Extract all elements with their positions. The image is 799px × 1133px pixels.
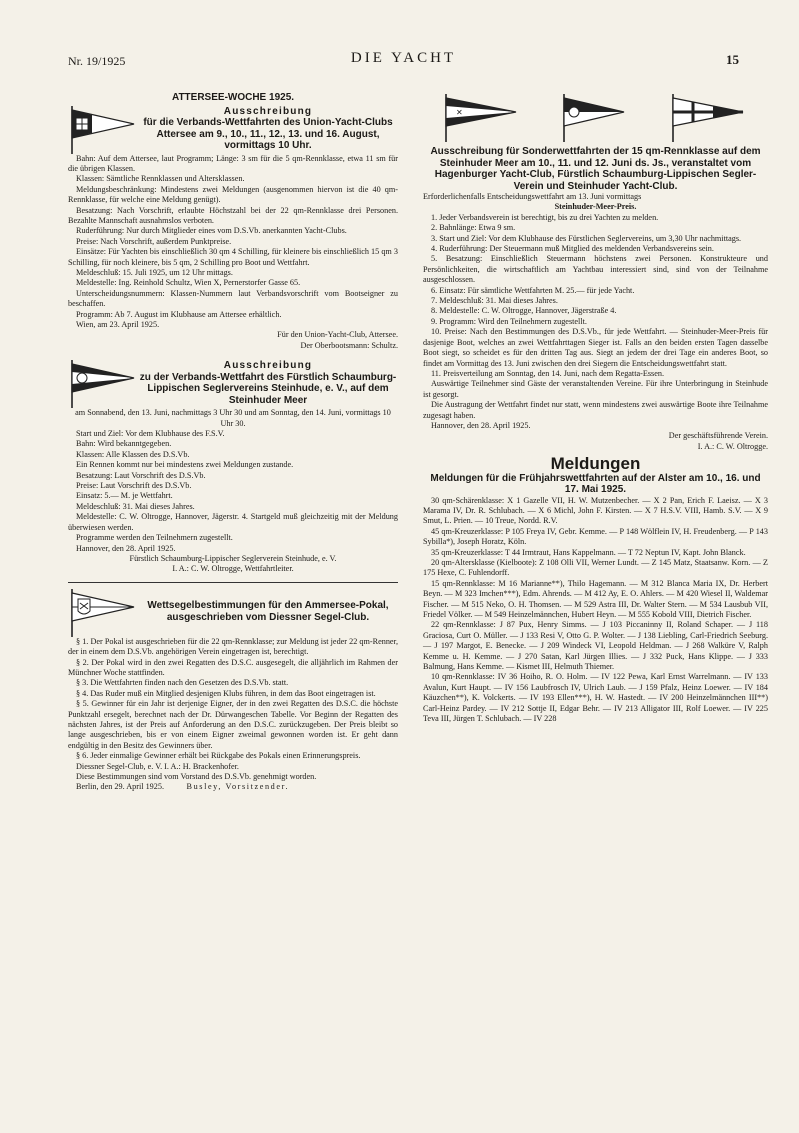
paragraph: 20 qm-Altersklasse (Kielboote): Z 108 Olli VII, Werner Lundt. — Z 145 Matz, Staatsanw. Korn. — Z 175 Hexe, C. Fuhlendorff.: [423, 558, 768, 578]
paragraph: § 1. Der Pokal ist ausgeschrieben für die 22 qm-Rennklasse; zur Meldung ist jeder 22 qm-Renner, der in einem dem D.S.Vb. angehörigen Verein eingetragen ist, berechtigt.: [68, 636, 398, 657]
paragraph: Klassen: Alle Klassen des D.S.Vb.: [76, 449, 190, 459]
paragraph: § 3. Die Wettfahrten finden nach den Gesetzen des D.S.Vb. statt.: [76, 678, 289, 688]
paragraph: 2. Bahnlänge: Etwa 9 sm.: [431, 223, 516, 233]
attersee-title: ATTERSEE-WOCHE 1925.: [171, 92, 295, 103]
paragraph: 4. Ruderführung: Der Steuermann muß Mitglied des meldenden Verbandsvereins sein.: [431, 244, 714, 254]
paragraph: Ein Rennen kommt nur bei mindestens zwei Meldungen zustande.: [76, 460, 294, 470]
paragraph: 1. Jeder Verbandsverein ist berechtigt, bis zu drei Yachten zu melden.: [431, 212, 659, 222]
paragraph: Programm: Ab 7. August im Klubhause am Attersee erhältlich.: [76, 309, 282, 319]
signature-line: I. A.: C. W. Oltrogge, Wettfahrtleiter.: [172, 564, 294, 574]
paragraph: 11. Preisverteilung am Sonntag, den 14. Juni, nach dem Regatta-Essen.: [431, 368, 664, 378]
magazine-title: DIE YACHT: [350, 50, 457, 66]
burgee-flag-icon: [442, 92, 522, 142]
paragraph: Ruderführung: Nur durch Mitglieder eines vom D.S.Vb. anerkannten Yacht-Clubs.: [76, 226, 347, 236]
date-line: Hannover, den 28. April 1925.: [431, 420, 531, 430]
paragraph: Besatzung: Laut Vorschrift des D.S.Vb.: [76, 470, 206, 480]
paragraph: Diese Bestimmungen sind vom Vorstand des D.S.Vb. genehmigt worden.: [76, 772, 317, 781]
issue-number: Nr. 19/1925: [68, 54, 126, 68]
signature-line: Der Oberbootsmann: Schultz.: [300, 340, 398, 350]
time-line: am Sonnabend, den 13. Juni, nachmittags 3 Uhr 30 und am Sonntag, den 14. Juni, vormittags 10 Uhr 30.: [75, 408, 391, 428]
burgee-flag-icon: [68, 358, 138, 408]
paragraph: 10. Preise: Nach den Bestimmungen des D.S.Vb., für jede Wettfahrt. — Steinhuder-Meer-Preis für dasjenige Boot, welches an zwei Wettfahrttagen Sieger ist. Falls an den beiden ersten Tagen dasselbe Boot siegt, so scheidet es für den dritten Tag aus. Siegt an jedem der drei Tage ein anderes Boot, so findet am Vormittag des 13. Juni zwischen den drei Siegern die Entscheidungswettfahrt statt.: [423, 327, 768, 368]
paragraph: 10 qm-Rennklasse: IV 36 Hoiho, R. O. Holm. — IV 122 Pewa, Karl Ernst Warrelmann. — IV 133 Avalun, Kurt Haupt. — IV 156 Laubfrosch IV, Ulrich Laub. — J 159 Pfalz, Heinz Loewer. — IV 184 Käuzchen**), K. Volckerts. — IV 193 Ellen***), H. W. Hastedt. — IV 200 Heinzelmännchen III**) Carl-Heinz Pardey. — IV 212 Sottje II, Edgar Behr. — IV 213 Alligator III, Rolf Loewer. — IV 225 Teva III, Jürgen T. Schlubach. — IV 228: [423, 672, 768, 724]
paragraph: Klassen: Sämtliche Rennklassen und Altersklassen.: [76, 174, 245, 184]
burgee-flag-icon: [560, 92, 630, 142]
paragraph: Programme werden den Teilnehmern zugestellt.: [76, 533, 233, 543]
paragraph: 3. Start und Ziel: Vor dem Klubhause des Fürstlichen Seglervereins, um 3,30 Uhr nachmittags.: [431, 233, 742, 243]
meldungen-section: [423, 454, 768, 724]
paragraph: Meldeschluß: 15. Juli 1925, um 12 Uhr mittags.: [76, 267, 233, 277]
paragraph: Meldestelle: C. W. Oltrogge, Hannover, Jägerstr. 4. Startgeld muß gleichzeitig mit der Meldung überwiesen werden.: [68, 512, 398, 532]
paragraph: Diessner Segel-Club, e. V. I. A.: H. Brackenhofer.: [76, 761, 239, 771]
attersee-body: [68, 154, 398, 352]
steinhude-subtitle: Ausschreibung: [223, 360, 313, 372]
meldungen-heading: Meldungen für die Frühjahrswettfahrten auf der Alster am 10., 16. und 17. Mai 1925.: [430, 472, 761, 496]
signature-line: Für den Union-Yacht-Club, Attersee.: [277, 330, 398, 340]
right-column: [423, 92, 768, 732]
paragraph: Preise: Nach Vorschrift, außerdem Punktpreise.: [76, 236, 232, 246]
paragraph: Start und Ziel: Vor dem Klubhause des F.S.V.: [76, 429, 225, 439]
signature-line: I. A.: C. W. Oltrogge.: [697, 441, 768, 451]
paragraph: Meldestelle: Ing. Reinhold Schultz, Wien X, Pernerstorfer Gasse 65.: [76, 278, 301, 288]
page-header: [68, 50, 739, 70]
flag-row: [423, 92, 768, 142]
paragraph: § 6. Jeder einmalige Gewinner erhält bei Rückgabe des Pokals einen Erinnerungspreis.: [76, 751, 361, 761]
attersee-heading: für die Verbands-Wettfahrten des Union-Yacht-Clubs Attersee am 9., 10., 11., 12., 13. und 16. August, vormittags 10 Uhr.: [143, 117, 393, 151]
svg-text:✕: ✕: [456, 108, 463, 117]
paragraph: 30 qm-Schärenklasse: X 1 Gazelle VII, H. W. Mutzenbecher. — X 2 Pan, Erich F. Laeisz. — X 3 Marama IV, Dr. R. Schlubach. — X 6 Michl, John F. Kirsten. — X 7 H.S.V. VIII, Hamb. S.V. — X 9 Smut, L. Prien. — 10 Treue, Nordd. R.V.: [423, 495, 768, 526]
left-column: [68, 92, 398, 800]
paragraph: Meldungsbeschränkung: Mindestens zwei Meldungen (ausgenommen hiervon ist die 40 qm-Rennklasse, für welche eine Meldung genügt).: [68, 184, 398, 205]
signature-line: Der geschäftsführende Verein.: [668, 431, 768, 441]
steinhude-section: [68, 358, 398, 575]
paragraph: 45 qm-Kreuzerklasse: P 105 Freya IV, Gebr. Kemme. — P 148 Wölflein IV, H. Freudenberg. — P 143 Sybilla*), Joseph Horatz, Köln.: [423, 526, 768, 547]
paragraph: Auswärtige Teilnehmer sind Gäste der veranstaltenden Vereine. Für ihre Unterbringung in Steinhude ist gesorgt.: [423, 379, 768, 399]
signature-text: Busley, Vorsitzender.: [186, 782, 290, 792]
paragraph: Meldeschluß: 31. Mai dieses Jahres.: [76, 501, 195, 511]
paragraph: Bahn: Auf dem Attersee, laut Programm; Länge: 3 sm für die 5 qm-Rennklasse, etwa 11 sm für die übrigen Klassen.: [68, 153, 398, 173]
paragraph: Besatzung: Nach Vorschrift, erlaubte Höchstzahl bei der 22 qm-Rennklasse drei Personen. Bezahlte Mannschaft ausnahmslos verboten.: [68, 205, 398, 225]
steinhude-heading: zu der Verbands-Wettfahrt des Fürstlich Schaumburg-Lippischen Seglervereins Steinhude, e. V., auf dem Steinhuder Meer: [139, 371, 397, 406]
date-line: Hannover, den 28. April 1925.: [76, 543, 176, 553]
sonder-section: [423, 146, 768, 452]
paragraph: Einsätze: Für Yachten bis einschließlich 30 qm 4 Schilling, für kleinere bis einschließlich 15 qm 3 Schilling, für noch kleinere, bis 5 qm, 2 Schilling pro Boot und Wettfahrt.: [68, 247, 398, 267]
paragraph: 9. Programm: Wird den Teilnehmern zugestellt.: [431, 316, 587, 326]
paragraph: Die Austragung der Wettfahrt findet nur statt, wenn mindestens zwei auswärtige Boote ihre Teilnahme zugesagt haben.: [423, 400, 768, 420]
page-number: 15: [726, 52, 739, 67]
paragraph: Bahn: Wird bekanntgegeben.: [76, 439, 172, 449]
attersee-section: [68, 92, 398, 351]
date-line: [68, 782, 398, 792]
paragraph: 22 qm-Rennklasse: J 87 Pux, Henry Simms. — J 103 Piccaninny II, Roland Schaper. — J 118 Graciosa, Curt O. Müller. — J 133 Resi V, Otto G. P. Wolter. — J 138 Liebling, Carl-Friedrich Seeburg. — J 197 Margot, E. Benecke. — J 209 Windeck VI, Leopold Heldman. — J 268 Walküre V, Ralph Kemme u. H. Kemme. — J 270 Satan, Karl Jürgen Illies. — J 332 Puck, Hans Klippe. — J 333 Balmung, Hans Kemme. — Kismet III, Helmuth Thiemer.: [423, 620, 768, 672]
paragraph: 35 qm-Kreuzerklasse: T 44 Irmtraut, Hans Kappelmann. — T 72 Neptun IV, Kapt. John Blanck.: [431, 547, 746, 557]
divider: [68, 582, 398, 583]
paragraph: Unterscheidungsnummern: Klassen-Nummern laut Verbandsvorschrift vom Bootseigner zu beschaffen.: [68, 288, 398, 309]
ammersee-heading: Wettsegelbestimmungen für den Ammersee-Pokal, ausgeschrieben vom Diessner Segel-Club.: [147, 600, 389, 623]
burgee-flag-icon: [68, 587, 138, 637]
paragraph: § 5. Gewinner für ein Jahr ist derjenige Eigner, der in den zwei Regatten des D.S.C. die höchste Punktzahl ersegelt, berechnet nach der Dr. Dürwangeschen Tabelle. Vor Beginn der Regatten des nächsten Jahres, ist der Preis auf Anforderung an den D.S.C. zurückzugeben. Der Preis bleibt so lange ausgeschrieben, bis er von einem Eigner zweimal gewonnen worden ist. Er geht dann endgültig in den Besitz des Gewinners über.: [68, 699, 398, 750]
paragraph: 6. Einsatz: Für sämtliche Wettfahrten M. 25.— für jede Yacht.: [431, 285, 635, 295]
paragraph: Einsatz: 5.— M. je Wettfahrt.: [76, 491, 173, 501]
date-text: Berlin, den 29. April 1925.: [76, 782, 165, 792]
paragraph: 15 qm-Rennklasse: M 16 Marianne**), Thilo Hagemann. — M 312 Blanca Maria IX, Dr. Herbert Beyn. — M 323 Imchen***), Edm. Ahrends. — M 412 Ay, E. O. Ahlers. — M 420 Wiesel II, Waldemar Fischer. — M 515 Neko, O. H. Thomsen. — M 529 Astra III, Dr. Walter Stern. — M 534 Lausbub VII, Friedel Völker. — M 549 Heinzelmännchen, Hubert Heyn. — M 555 Kobold VIII, Dietrich Fischer.: [423, 578, 768, 620]
attersee-subtitle: Ausschreibung: [223, 105, 313, 117]
paragraph: § 2. Der Pokal wird in den zwei Regatten des D.S.C. ausgesegelt, die alljährlich im Rahmen der Münchner Woche stattfinden.: [68, 657, 398, 677]
paragraph: Erforderlichenfalls Entscheidungswettfahrt am 13. Juni vormittags: [423, 192, 642, 201]
burgee-flag-icon: [68, 104, 138, 154]
paragraph: 7. Meldeschluß: 31. Mai dieses Jahres.: [431, 296, 558, 306]
signature-line: Fürstlich Schaumburg-Lippischer Seglerverein Steinhude, e. V.: [129, 553, 337, 563]
prize-name: Steinhuder-Meer-Preis.: [554, 202, 637, 212]
meldungen-title: Meldungen: [550, 454, 641, 474]
burgee-flag-icon: [669, 92, 749, 142]
paragraph: § 4. Das Ruder muß ein Mitglied desjenigen Klubs führen, in dem das Boot eingetragen ist.: [76, 688, 376, 698]
paragraph: 5. Besatzung: Einschließlich Steuermann höchstens zwei Personen. Konstrukteure und Persönlichkeiten, die wirtschaftlich am Yachtbau interessiert sind, sind von der Teilnahme ausgeschlossen.: [423, 254, 768, 285]
date-line: Wien, am 23. April 1925.: [76, 320, 160, 329]
sonder-heading: Ausschreibung für Sonderwettfahrten der 15 qm-Rennklasse auf dem Steinhuder Meer am 10., 11. und 12. Juni ds. Js., veranstaltet vom Hagenburger Yacht-Club, Fürstlich Schaumburg-Lippischen Segler-Verein und Steinhuder Yacht-Club.: [430, 146, 761, 192]
paragraph: Preise: Laut Vorschrift des D.S.Vb.: [76, 481, 192, 491]
ammersee-section: [68, 587, 398, 793]
paragraph: 8. Meldestelle: C. W. Oltrogge, Hannover, Jägerstraße 4.: [431, 306, 617, 316]
